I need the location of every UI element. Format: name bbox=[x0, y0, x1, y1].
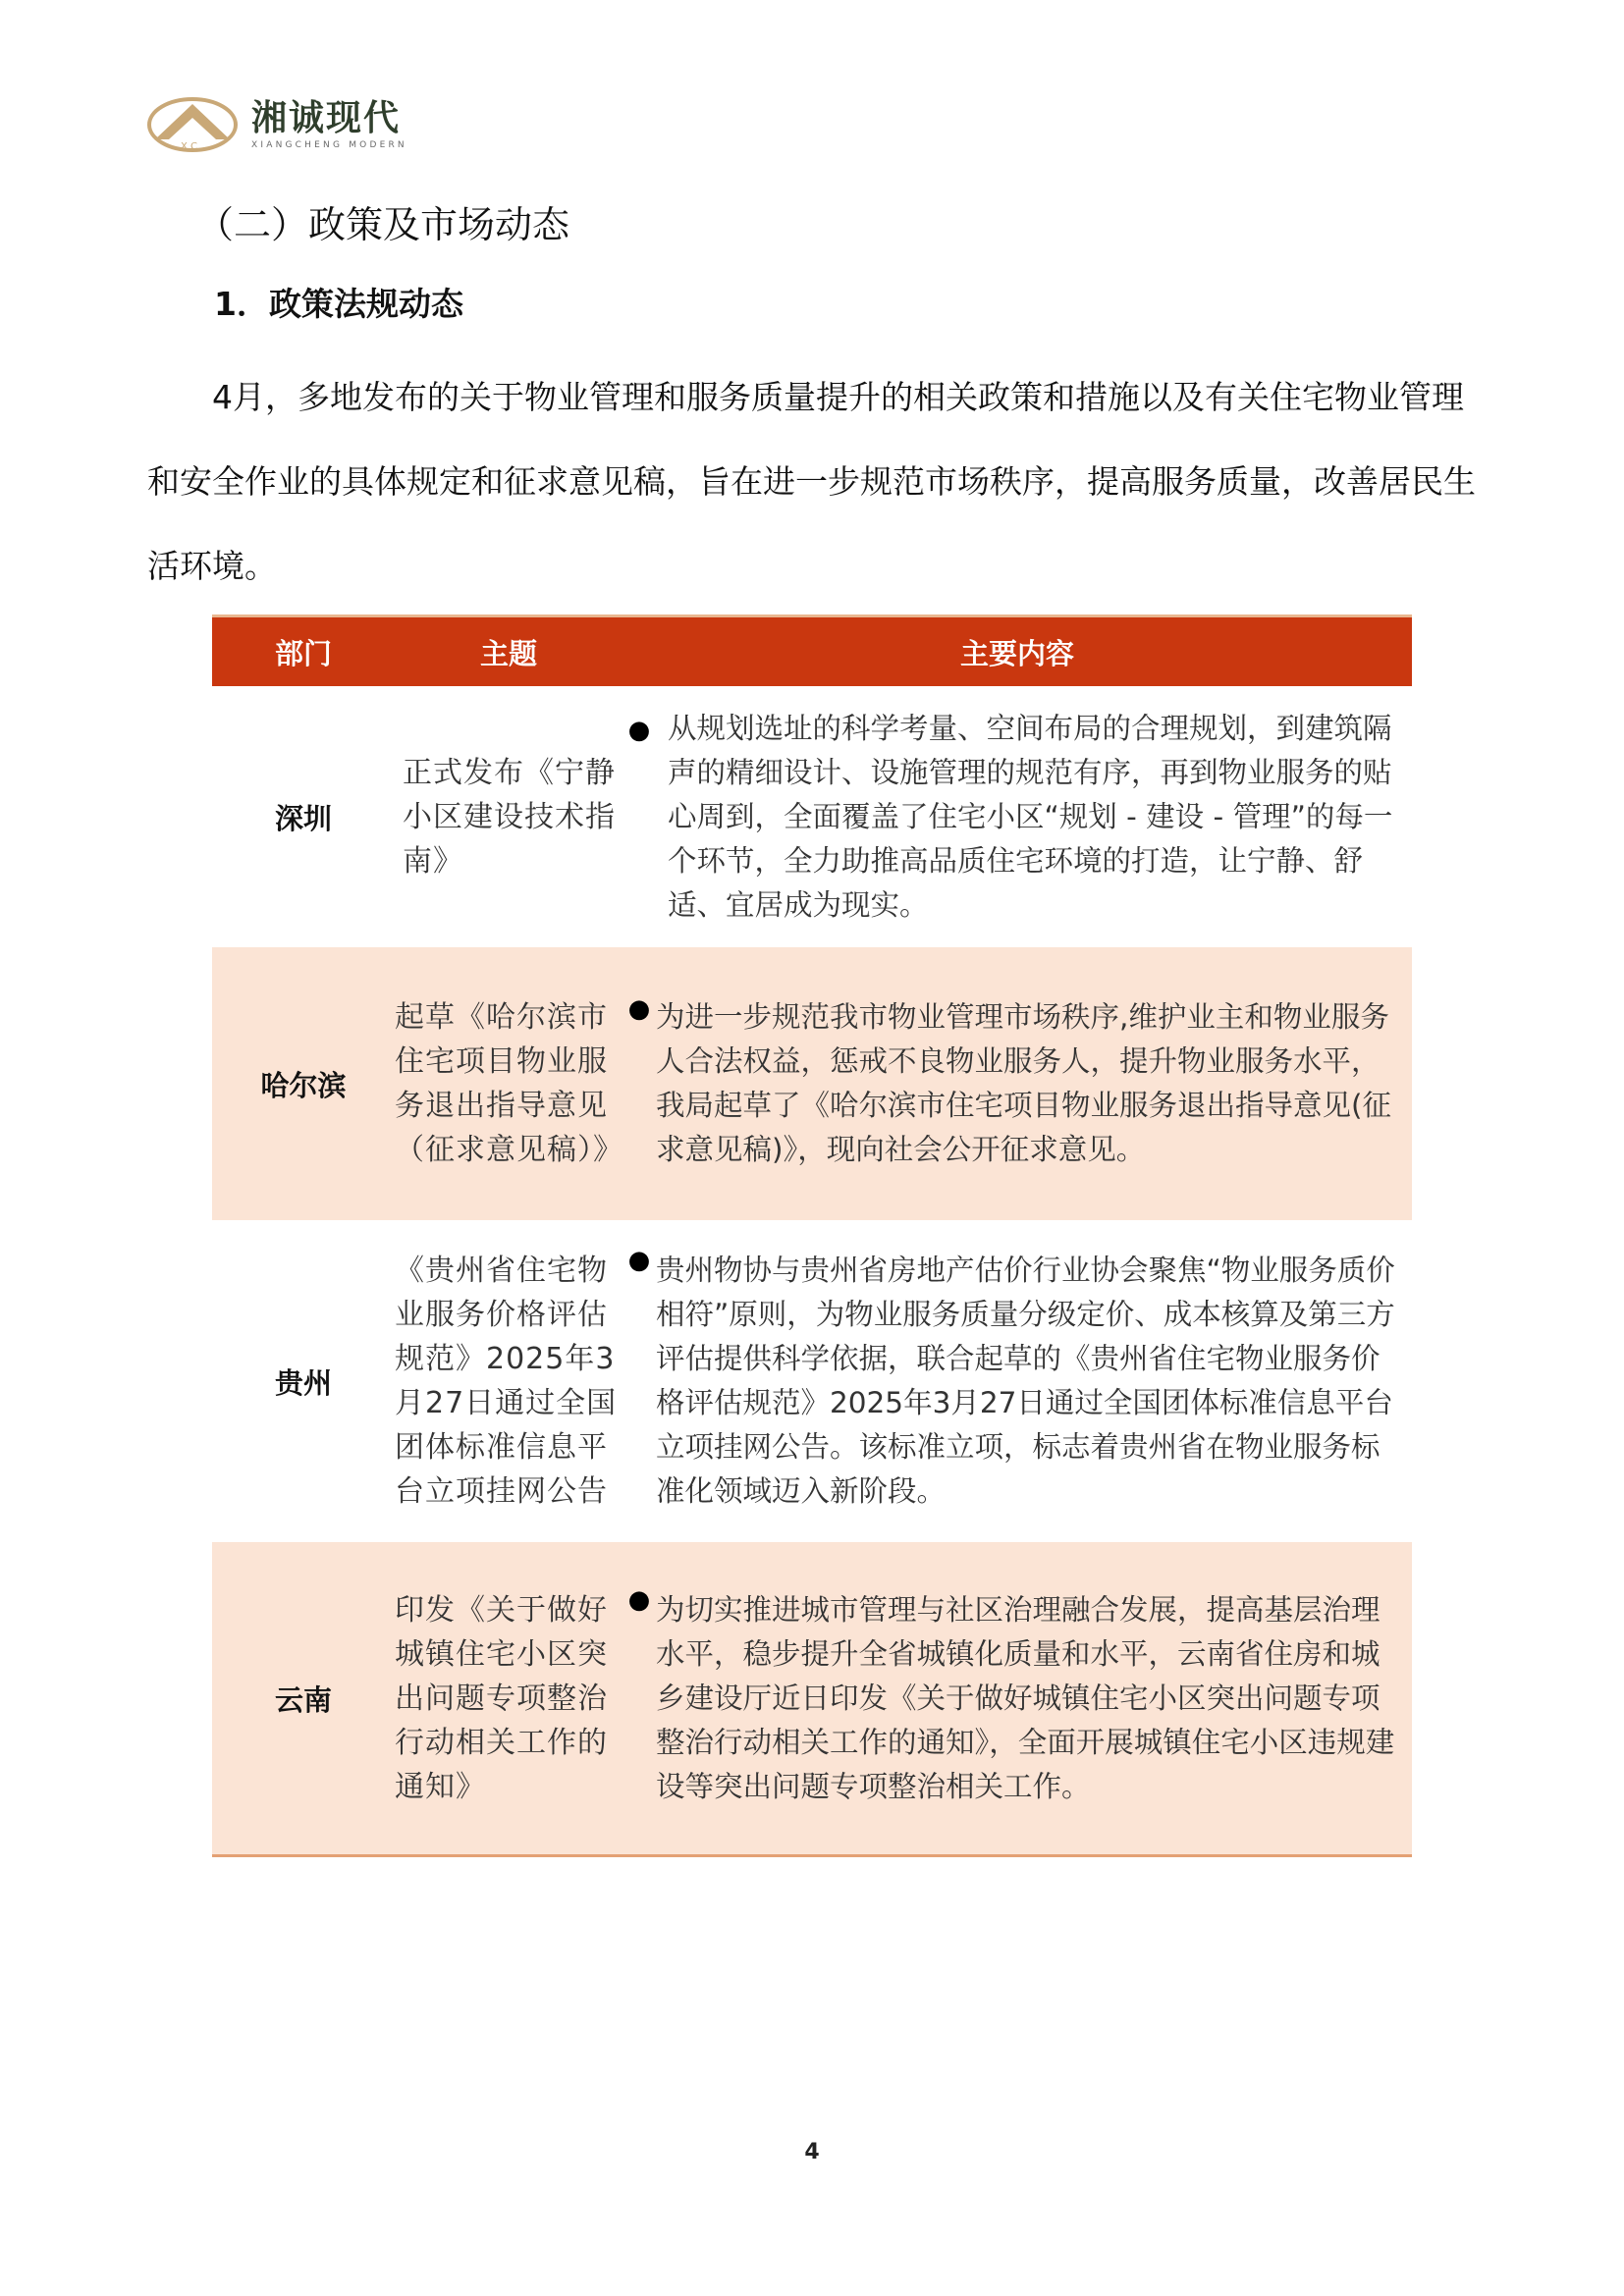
bullet-icon: ● bbox=[627, 716, 651, 745]
row-dept: 深圳 bbox=[274, 801, 332, 835]
table-row bbox=[212, 1220, 1412, 1542]
table-row bbox=[212, 947, 1412, 1220]
header-content: 主要内容 bbox=[959, 636, 1074, 670]
intro-paragraph bbox=[147, 355, 1492, 609]
section-title: （二）政策及市场动态 bbox=[196, 203, 570, 246]
row-content: 为进一步规范我市物业管理市场秩序,维护业主和物业服务人合法权益，惩戒不良物业服务人，提升物业服务水平，我局起草了《哈尔滨市住宅项目物业服务退出指导意见(征求意见稿)》，现向社会公开征求意见。 bbox=[656, 1000, 1392, 1166]
row-dept: 哈尔滨 bbox=[260, 1068, 347, 1102]
table-row bbox=[212, 686, 1412, 947]
row-content: 从规划选址的科学考量、空间布局的合理规划，到建筑隔声的精细设计、设施管理的规范有序，再到物业服务的贴心周到，全面覆盖了住宅小区“规划 - 建设 - 管理”的每一个环节，全力助推高品质住宅环境的打造，让宁静、舒适、宜居成为现实。 bbox=[668, 711, 1393, 922]
row-dept: 贵州 bbox=[274, 1365, 332, 1400]
page-number: 4 bbox=[804, 2140, 820, 2164]
row-topic: 印发《关于做好城镇住宅小区突出问题专项整治行动相关工作的通知》 bbox=[395, 1592, 608, 1804]
row-content: 为切实推进城市管理与社区治理融合发展，提高基层治理水平，稳步提升全省城镇化质量和水平，云南省住房和城乡建设厅近日印发《关于做好城镇住宅小区突出问题专项整治行动相关工作的通知》，全面开展城镇住宅小区违规建设等突出问题专项整治相关工作。 bbox=[656, 1592, 1395, 1803]
row-content: 贵州物协与贵州省房地产估价行业协会聚焦“物业服务质价相符”原则，为物业服务质量分级定价、成本核算及第三方评估提供科学依据，联合起草的《贵州省住宅物业服务价格评估规范》2025年3月27日通过全国团体标准信息平台立项挂网公告。该标准立项，标志着贵州省在物业服务标准化领域迈入新阶段。 bbox=[656, 1254, 1395, 1508]
header-dept: 部门 bbox=[274, 636, 332, 670]
row-topic: 起草《哈尔滨市住宅项目物业服务退出指导意见（征求意见稿）》 bbox=[395, 1000, 623, 1167]
row-topic: 正式发布《宁静小区建设技术指南》 bbox=[403, 755, 616, 879]
company-logo bbox=[147, 90, 407, 159]
header-topic: 主题 bbox=[479, 636, 537, 670]
bullet-icon: ● bbox=[627, 1246, 651, 1275]
bullet-icon: ● bbox=[627, 994, 651, 1024]
bullet-icon: ● bbox=[627, 1585, 651, 1615]
intro-text: 4月，多地发布的关于物业管理和服务质量提升的相关政策和措施以及有关住宅物业管理和安全作业的具体规定和征求意见稿，旨在进一步规范市场秩序，提高服务质量，改善居民生活环境。 bbox=[147, 378, 1476, 585]
table-header bbox=[212, 614, 1412, 686]
logo-chinese-name: 湘诚现代 bbox=[251, 98, 402, 138]
row-dept: 云南 bbox=[274, 1682, 332, 1717]
policy-table bbox=[212, 614, 1412, 1857]
logo-mark-icon bbox=[147, 94, 238, 155]
logo-english-name: XIANGCHENG MODERN bbox=[251, 140, 407, 150]
logo-badge: X C bbox=[181, 141, 198, 152]
sub-title: 1．政策法规动态 bbox=[214, 285, 463, 323]
row-topic: 《贵州省住宅物业服务价格评估规范》2025年3月27日通过全国团体标准信息平台立项挂网公告 bbox=[395, 1254, 618, 1509]
table-row bbox=[212, 1542, 1412, 1857]
